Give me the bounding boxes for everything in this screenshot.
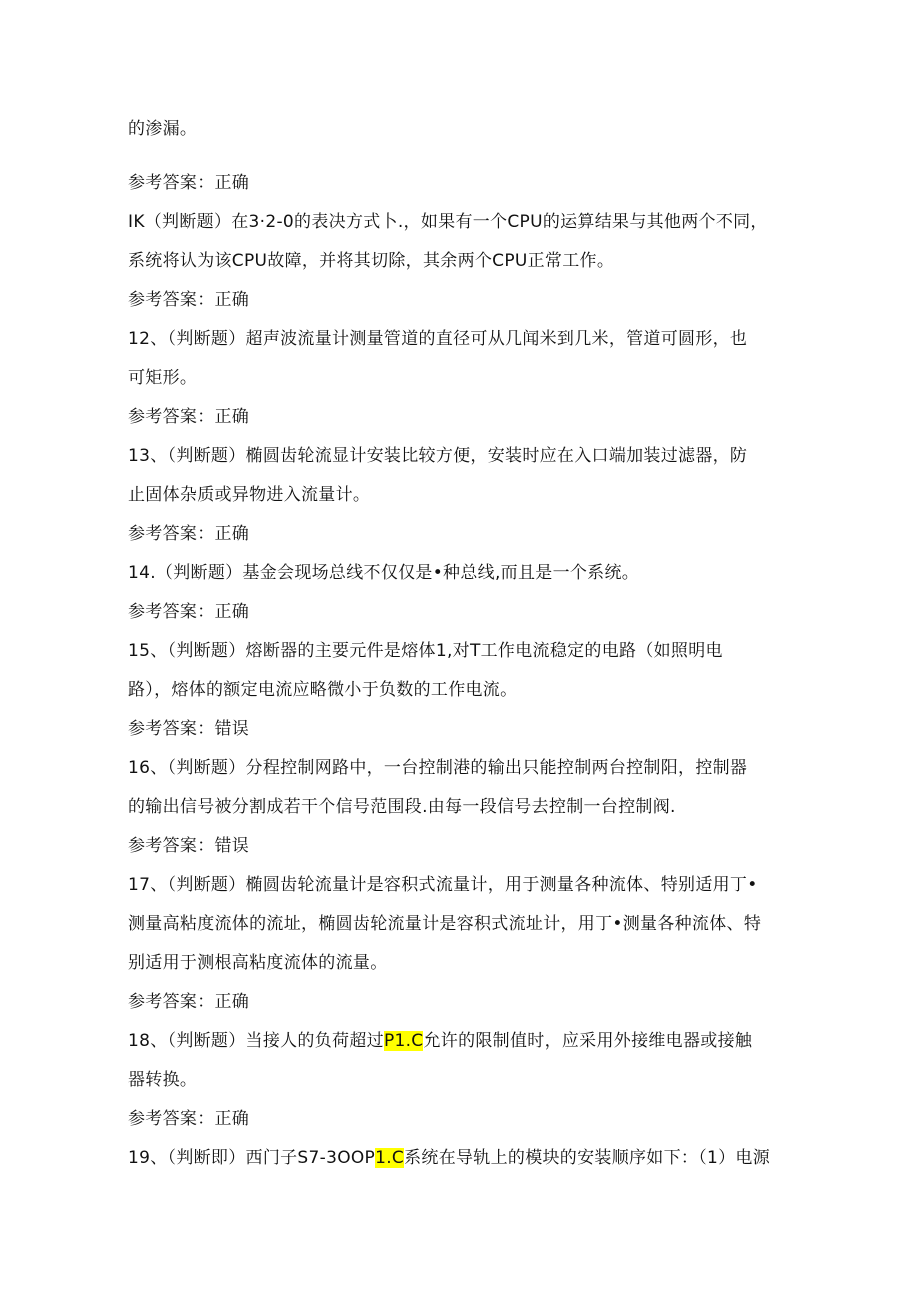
answer-line: 参考答案：正确 [128, 407, 250, 427]
question-text: 18、（判断题）当接人的负荷超过 [128, 1031, 384, 1051]
question-line: 14.（判断题）基金会现场总线不仅仅是•种总线,而且是一个系统。 [128, 563, 640, 583]
answer-line: 参考答案：正确 [128, 290, 250, 310]
question-line: 17、（判断题）椭圆齿轮流量计是容积式流量计，用于测量各种流体、特别适用丁• [128, 875, 758, 895]
text-line: 止固体杂质或异物进入流量计。 [128, 485, 371, 505]
answer-line: 参考答案：正确 [128, 173, 250, 193]
text-line: 的输出信号被分割成若干个信号范围段.由每一段信号去控制一台控制阀. [128, 797, 676, 817]
question-line: 13、（判断题）椭圆齿轮流显计安装比较方便，安装时应在入口端加装过滤器，防 [128, 446, 748, 466]
question-line: 16、（判断题）分程控制网路中，一台控制港的输出只能控制两台控制阳，控制器 [128, 758, 748, 778]
answer-line: 参考答案：正确 [128, 1109, 250, 1129]
highlighted-text: 1.C [375, 1148, 405, 1168]
question-text: 允许的限制值时，应采用外接维电器或接触 [423, 1031, 753, 1051]
question-line: IK（判断题）在3·2-0的表决方式卜.，如果有一个CPU的运算结果与其他两个不同， [128, 212, 768, 232]
question-line [128, 1029, 752, 1053]
answer-line: 参考答案：错误 [128, 836, 250, 856]
text-line: 系统将认为该CPU故障，并将其切除，其余两个CPU正常工作。 [128, 251, 615, 271]
answer-line: 参考答案：正确 [128, 524, 250, 544]
text-line: 可矩形。 [128, 368, 198, 388]
text-line: 别适用于测根高粘度流体的流量。 [128, 953, 388, 973]
question-line: 12、（判断题）超声波流量计测量管道的直径可从几闻米到几米，管道可圆形，也 [128, 329, 748, 349]
question-line: 15、（判断题）熔断器的主要元件是熔体1,对T工作电流稳定的电路（如照明电 [128, 641, 723, 661]
highlighted-text: P1.C [383, 1031, 424, 1051]
question-line [128, 1146, 770, 1170]
answer-line: 参考答案：正确 [128, 992, 250, 1012]
text-line: 测量高粘度流体的流址，椭圆齿轮流量计是容积式流址计，用丁•测量各种流体、特 [128, 914, 762, 934]
answer-line: 参考答案：错误 [128, 719, 250, 739]
text-line: 器转换。 [128, 1070, 198, 1090]
text-line: 的渗漏。 [128, 119, 198, 139]
answer-line: 参考答案：正确 [128, 602, 250, 622]
question-text: 19、（判断即）西门子S7-3OOP [128, 1148, 376, 1168]
text-line: 路），熔体的额定电流应略微小于负数的工作电流。 [128, 680, 518, 700]
question-text: 系统在导轨上的模块的安装顺序如下：（1）电源 [404, 1148, 771, 1168]
